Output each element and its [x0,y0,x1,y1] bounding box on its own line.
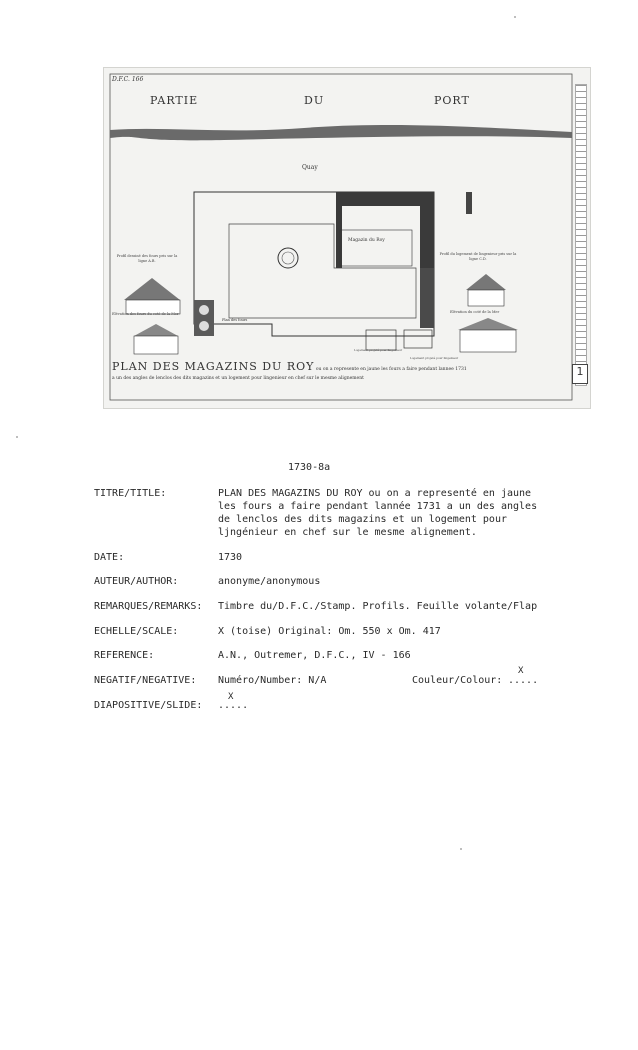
scale-value: X (toise) Original: Om. 550 x Om. 417 [218,626,441,637]
map-label-partie: PARTIE [150,94,199,107]
map-label-quay: Quay [302,164,318,171]
left-elevation-label: Elévation des fours du coté de la Mer [112,312,179,316]
negative-label: NEGATIF/NEGATIVE: [94,675,197,686]
title-label: TITRE/TITLE: [94,488,167,499]
colour-mark: X [518,666,524,676]
author-value: anonyme/anonymous [218,576,321,587]
date-label: DATE: [94,552,125,563]
slide-blanks: ..... [218,700,249,711]
paper-speck [16,436,18,438]
paper-speck [514,16,516,18]
map-small-note-2: Logement projeté pour lingenieur [410,356,459,360]
remarks-label: REMARQUES/REMARKS: [94,601,203,612]
negative-value: Numéro/Number: N/A [218,675,327,686]
measurement-ruler [575,84,587,386]
colour-blanks: ..... [508,675,539,686]
title-line-1: PLAN DES MAGAZINS DU ROY ou on a representé en jaune [218,488,532,499]
map-small-note-1: Logement projeté pour lingenieur [354,348,403,352]
map-label-port: PORT [434,94,470,107]
left-profile-label: Profil dessiné des fours pris sur la ligne A.B. [116,254,178,263]
remarks-value: Timbre du/D.F.C./Stamp. Profils. Feuille volante/Flap [218,601,538,612]
slide-label: DIAPOSITIVE/SLIDE: [94,700,203,711]
map-caption [112,362,532,383]
reference-value: A.N., Outremer, D.F.C., IV - 166 [218,650,411,661]
map-caption-line-2: a un des angles de lenclos des dits magazins et un logement pour lingenieur en chef sur le mesme alignement [112,376,364,381]
map-caption-line-1: ou on a represente en jaune les fours a faire pendant lannee 1731 [315,367,467,372]
author-label: AUTEUR/AUTHOR: [94,576,179,587]
slide-mark: X [228,692,234,702]
map-label-ovens: Plan des fours [222,318,248,322]
paper-speck [460,848,462,850]
right-profile-label: Profil du logement de lingenieur pris sur la ligne C.D. [439,252,517,261]
reference-label: REFERENCE: [94,650,155,661]
map-photograph [103,67,591,409]
catalog-mark: D.F.C. 166 [112,76,144,83]
title-line-3: de lenclos des dits magazins et un logement pour [218,514,507,525]
right-elevation-label: Elévation du coté de la Mer [450,310,500,314]
map-label-magazin: Magazin du Roy [348,238,385,243]
date-value: 1730 [218,552,243,563]
scale-label: ECHELLE/SCALE: [94,626,179,637]
map-drawing [104,68,590,408]
map-caption-title: PLAN DES MAGAZINS DU ROY [112,360,315,373]
ruler-tab: 1 [572,364,588,384]
record-id: 1730-8a [288,462,331,473]
colour-label: Couleur/Colour: [412,675,503,686]
title-line-4: ljngénieur en chef sur le mesme alignement. [218,527,477,538]
map-label-du: DU [304,94,325,107]
title-line-2: les fours a faire pendant lannée 1731 a un des angles [218,501,538,512]
